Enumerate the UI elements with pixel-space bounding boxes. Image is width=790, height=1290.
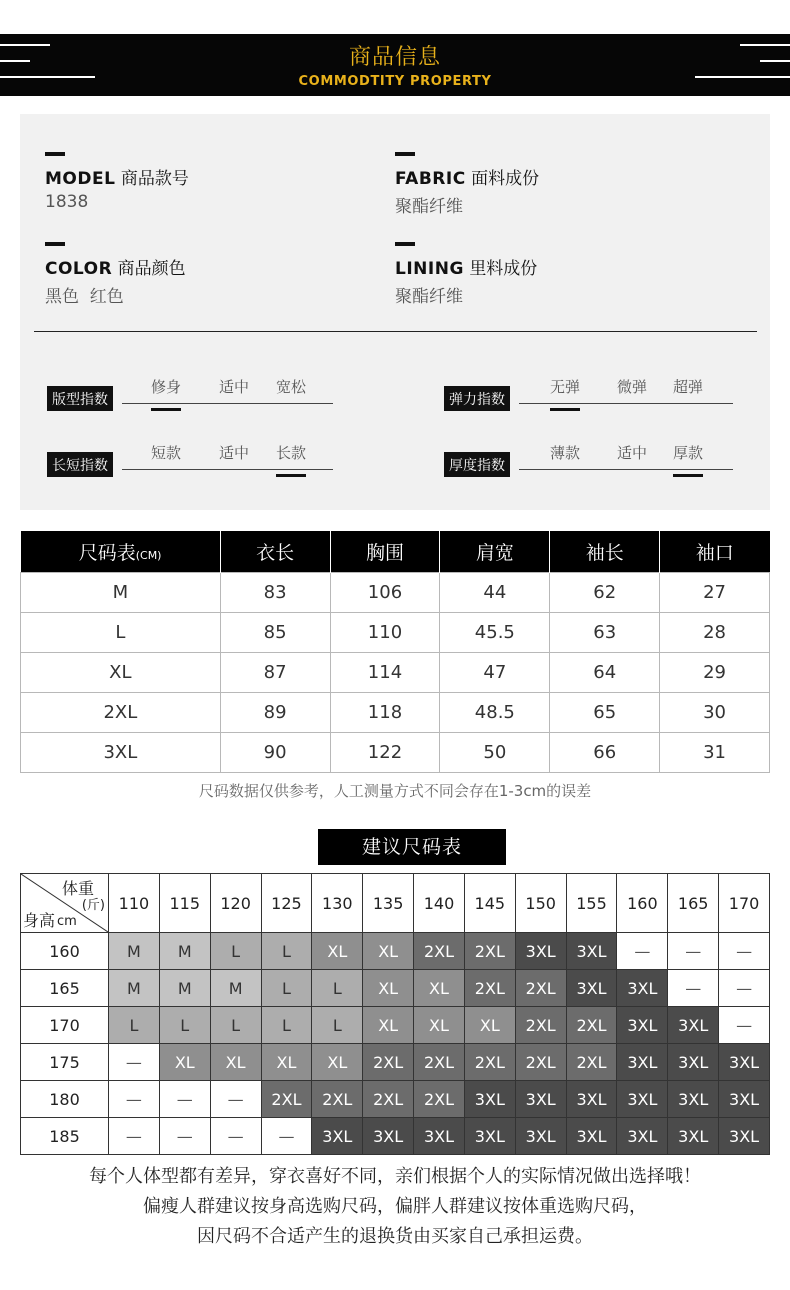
measure-cell: 48.5 — [440, 692, 550, 732]
suggest-cell — [159, 970, 210, 1007]
measure-cell: 65 — [550, 692, 660, 732]
suggest-size: 2XL — [474, 1052, 505, 1072]
suggest-size: 3XL — [474, 1126, 505, 1146]
prop-label-en: MODEL — [45, 169, 116, 189]
suggest-cell — [515, 1007, 566, 1044]
suggest-size: 2XL — [525, 1015, 556, 1035]
measure-cell: 29 — [660, 652, 770, 692]
suggest-cell — [109, 1118, 160, 1155]
measure-cell: 66 — [550, 732, 660, 772]
weight-cell: 135 — [363, 874, 414, 933]
suggest-size: L — [129, 1015, 139, 1035]
section-title: 商品信息 — [348, 45, 441, 70]
suggest-cell — [414, 970, 465, 1007]
suggest-size: 2XL — [322, 1089, 353, 1109]
suggest-cell — [261, 970, 312, 1007]
suggest-size: M — [177, 978, 192, 998]
suggest-size: M — [127, 941, 141, 961]
suggest-cell — [566, 1118, 617, 1155]
suggest-cell — [261, 1044, 312, 1081]
prop-color — [45, 242, 186, 307]
suggest-row — [21, 1007, 770, 1044]
suggest-cell — [109, 1044, 160, 1081]
height-cell: 185 — [21, 1118, 109, 1155]
prop-bar — [395, 242, 415, 246]
suggest-size: XL — [327, 1052, 348, 1072]
suggest-size: XL — [429, 1015, 449, 1035]
suggest-cell — [363, 1118, 414, 1155]
suggest-size: L — [281, 1015, 291, 1035]
suggest-size: — — [736, 978, 753, 998]
note-line: 因尺码不合适产生的退换货由买家自己承担运费。 — [197, 1226, 593, 1247]
index-option: 适中 — [617, 444, 648, 462]
index-option: 修身 — [151, 378, 182, 396]
deco-line — [760, 60, 790, 62]
prop-value: 1838 — [45, 192, 89, 212]
index-option: 超弹 — [673, 378, 704, 396]
measure-cell: 106 — [330, 572, 440, 612]
measure-cell: 122 — [330, 732, 440, 772]
suggest-cell — [515, 1118, 566, 1155]
suggest-cell — [109, 970, 160, 1007]
weight-cell: 125 — [261, 874, 312, 933]
suggest-cell — [210, 1118, 261, 1155]
suggest-size: 3XL — [525, 1089, 556, 1109]
suggest-size: L — [332, 978, 342, 998]
prop-label-zh: 里料成份 — [469, 259, 538, 279]
suggest-cell — [363, 1007, 414, 1044]
weight-cell: 160 — [617, 874, 668, 933]
prop-fabric — [395, 152, 539, 217]
suggest-cell — [719, 1044, 770, 1081]
height-cell: 180 — [21, 1081, 109, 1118]
notes — [0, 1162, 790, 1252]
prop-label-en: LINING — [395, 259, 464, 279]
index-option: 无弹 — [550, 378, 581, 396]
suggest-size: 3XL — [729, 1089, 760, 1109]
index-line — [122, 403, 333, 404]
corner-jin: (斤) — [81, 898, 105, 913]
measure-cell: 62 — [550, 572, 660, 612]
size-header-cell: 袖长 — [550, 531, 660, 572]
corner-weight: 体重 — [61, 879, 94, 898]
prop-value: 聚酯纤维 — [395, 287, 463, 307]
measure-cell: 50 — [440, 732, 550, 772]
suggest-cell — [261, 1007, 312, 1044]
size-table — [20, 531, 770, 773]
suggest-cell — [363, 970, 414, 1007]
suggest-size: XL — [479, 1015, 500, 1035]
suggest-size: XL — [174, 1052, 195, 1072]
index-length — [47, 442, 347, 472]
suggest-size: 2XL — [474, 978, 505, 998]
height-cell: 165 — [21, 970, 109, 1007]
suggest-cell — [414, 1118, 465, 1155]
height-cell: 175 — [21, 1044, 109, 1081]
suggest-cell — [668, 1118, 719, 1155]
suggest-size: L — [231, 941, 241, 961]
suggest-size: M — [127, 978, 141, 998]
note-line: 偏瘦人群建议按身高选购尺码，偏胖人群建议按体重选购尺码， — [143, 1196, 647, 1217]
suggest-cell — [668, 970, 719, 1007]
suggest-cell — [617, 1007, 668, 1044]
suggest-size: 3XL — [678, 1089, 709, 1109]
suggest-cell — [515, 1081, 566, 1118]
suggest-row — [21, 1118, 770, 1155]
size-row — [21, 692, 770, 732]
suggest-size: — — [685, 941, 702, 961]
suggest-size: 2XL — [271, 1089, 302, 1109]
weight-cell: 110 — [109, 874, 160, 933]
suggest-cell — [464, 933, 515, 970]
suggest-row — [21, 1044, 770, 1081]
suggest-cell — [363, 933, 414, 970]
deco-line — [740, 44, 790, 46]
prop-model — [45, 152, 189, 212]
size-note: 尺码数据仅供参考，人工测量方式不同会存在1-3cm的误差 — [198, 782, 592, 800]
index-line — [519, 469, 733, 470]
measure-cell: 44 — [440, 572, 550, 612]
deco-line — [695, 76, 790, 78]
suggest-size: 3XL — [627, 1126, 658, 1146]
note-line: 每个人体型都有差异，穿衣喜好不同，亲们根据个人的实际情况做出选择哦！ — [89, 1166, 701, 1187]
corner-cell — [21, 874, 109, 933]
suggest-size: — — [176, 1089, 193, 1109]
suggest-cell — [566, 933, 617, 970]
suggest-cell — [515, 933, 566, 970]
index-option: 适中 — [219, 444, 250, 462]
index-label: 弹力指数 — [444, 386, 510, 411]
section-header — [0, 34, 790, 96]
suggest-size: L — [332, 1015, 342, 1035]
prop-label-zh: 面料成份 — [471, 169, 540, 189]
prop-bar — [395, 152, 415, 156]
suggest-size: L — [281, 978, 291, 998]
prop-label-en: COLOR — [45, 259, 113, 279]
suggest-cell — [566, 1044, 617, 1081]
suggest-size: XL — [378, 978, 399, 998]
suggest-cell — [566, 1081, 617, 1118]
suggest-size: XL — [378, 1015, 399, 1035]
suggest-size: — — [176, 1126, 193, 1146]
section-subtitle: COMMODTITY PROPERTY — [298, 74, 492, 89]
suggest-size: 2XL — [525, 1052, 556, 1072]
suggest-cell — [668, 933, 719, 970]
suggest-size: XL — [276, 1052, 297, 1072]
suggest-size: 3XL — [474, 1089, 505, 1109]
suggest-size: 3XL — [576, 1089, 607, 1109]
index-option: 薄款 — [550, 444, 581, 462]
suggest-size: 3XL — [729, 1126, 760, 1146]
suggest-size: 3XL — [525, 1126, 556, 1146]
size-row — [21, 732, 770, 772]
suggest-size: 3XL — [678, 1015, 709, 1035]
index-fit — [47, 376, 347, 406]
suggest-cell — [719, 970, 770, 1007]
suggest-size: 2XL — [474, 941, 505, 961]
measure-cell: 63 — [550, 612, 660, 652]
size-row — [21, 612, 770, 652]
measure-cell: 31 — [660, 732, 770, 772]
suggest-cell — [312, 1118, 363, 1155]
suggest-cell — [312, 1007, 363, 1044]
index-label: 厚度指数 — [444, 452, 510, 477]
suggest-cell — [617, 933, 668, 970]
suggest-row — [21, 970, 770, 1007]
suggest-cell — [668, 1081, 719, 1118]
suggest-cell — [719, 1081, 770, 1118]
suggest-cell — [159, 1007, 210, 1044]
suggest-cell — [109, 933, 160, 970]
suggest-size: — — [278, 1126, 295, 1146]
suggest-cell — [159, 1044, 210, 1081]
suggest-cell — [515, 970, 566, 1007]
prop-bar — [45, 242, 65, 246]
suggest-size: M — [228, 978, 243, 998]
suggest-cell — [261, 1081, 312, 1118]
suggest-size: — — [736, 1015, 753, 1035]
suggest-cell — [566, 970, 617, 1007]
measure-cell: 118 — [330, 692, 440, 732]
measure-cell: 90 — [220, 732, 330, 772]
suggest-cell — [464, 1081, 515, 1118]
height-cell: 160 — [21, 933, 109, 970]
index-thickness — [444, 442, 744, 472]
suggest-cell — [261, 933, 312, 970]
suggest-size: — — [736, 941, 753, 961]
index-option: 微弹 — [617, 378, 648, 396]
measure-cell: 87 — [220, 652, 330, 692]
suggest-size: 3XL — [627, 1052, 658, 1072]
size-cell: L — [21, 612, 221, 652]
suggest-size: XL — [225, 1052, 246, 1072]
index-option: 厚款 — [673, 444, 704, 462]
suggest-size: 3XL — [373, 1126, 404, 1146]
measure-cell: 30 — [660, 692, 770, 732]
measure-cell: 45.5 — [440, 612, 550, 652]
measure-cell: 28 — [660, 612, 770, 652]
height-cell: 170 — [21, 1007, 109, 1044]
suggest-size: — — [227, 1089, 244, 1109]
suggest-title: 建议尺码表 — [318, 829, 506, 865]
suggest-size: 3XL — [729, 1052, 760, 1072]
suggest-row — [21, 1081, 770, 1118]
prop-value: 黑色 红色 — [45, 287, 124, 307]
deco-line — [0, 76, 95, 78]
suggest-size: 2XL — [373, 1052, 404, 1072]
suggest-size: 2XL — [423, 1052, 455, 1072]
measure-cell: 114 — [330, 652, 440, 692]
size-cell: M — [21, 572, 221, 612]
size-row — [21, 572, 770, 612]
suggest-size: 3XL — [525, 941, 556, 961]
index-option: 短款 — [151, 444, 182, 462]
suggest-size: 3XL — [576, 978, 607, 998]
weight-cell: 140 — [414, 874, 465, 933]
weight-cell: 165 — [668, 874, 719, 933]
measure-cell: 89 — [220, 692, 330, 732]
suggest-size: L — [180, 1015, 190, 1035]
suggest-size: — — [634, 941, 651, 961]
suggest-cell — [414, 1044, 465, 1081]
suggest-size: 3XL — [678, 1052, 709, 1072]
suggest-cell — [414, 933, 465, 970]
index-line — [519, 403, 733, 404]
suggest-table — [20, 873, 770, 1155]
suggest-size: XL — [327, 941, 348, 961]
prop-label-zh: 商品款号 — [120, 169, 189, 189]
measure-cell: 110 — [330, 612, 440, 652]
prop-bar — [45, 152, 65, 156]
index-label: 版型指数 — [47, 386, 113, 411]
suggest-cell — [414, 1081, 465, 1118]
suggest-cell — [414, 1007, 465, 1044]
measure-cell: 27 — [660, 572, 770, 612]
weight-cell: 155 — [566, 874, 617, 933]
suggest-row — [21, 933, 770, 970]
suggest-size: — — [125, 1089, 142, 1109]
suggest-cell — [668, 1007, 719, 1044]
suggest-size: L — [281, 941, 291, 961]
suggest-size: L — [231, 1015, 241, 1035]
prop-lining — [395, 242, 537, 307]
measure-cell: 85 — [220, 612, 330, 652]
suggest-cell — [719, 1007, 770, 1044]
prop-value: 聚酯纤维 — [395, 197, 463, 217]
suggest-cell — [210, 970, 261, 1007]
suggest-cell — [312, 970, 363, 1007]
index-line — [122, 469, 333, 470]
size-cell: 2XL — [21, 692, 221, 732]
suggest-size: — — [125, 1126, 142, 1146]
weight-cell: 130 — [312, 874, 363, 933]
suggest-size: 3XL — [322, 1126, 353, 1146]
suggest-size: 2XL — [373, 1089, 404, 1109]
prop-label-zh: 商品颜色 — [117, 259, 186, 279]
index-option: 适中 — [219, 378, 250, 396]
suggest-size: 3XL — [627, 1015, 658, 1035]
suggest-cell — [464, 1007, 515, 1044]
index-label: 长短指数 — [47, 452, 113, 477]
measure-cell: 83 — [220, 572, 330, 612]
suggest-cell — [109, 1081, 160, 1118]
suggest-cell — [617, 970, 668, 1007]
suggest-cell — [210, 1044, 261, 1081]
suggest-size: 3XL — [627, 978, 658, 998]
suggest-cell — [363, 1081, 414, 1118]
suggest-size: XL — [378, 941, 399, 961]
suggest-cell — [464, 1118, 515, 1155]
suggest-cell — [719, 1118, 770, 1155]
size-table-header — [21, 531, 770, 572]
suggest-cell — [261, 1118, 312, 1155]
measure-cell: 47 — [440, 652, 550, 692]
size-header-cell: 衣长 — [220, 531, 330, 572]
suggest-cell — [159, 1118, 210, 1155]
suggest-size: 3XL — [576, 1126, 607, 1146]
suggest-cell — [312, 1081, 363, 1118]
suggest-cell — [312, 933, 363, 970]
deco-line — [0, 60, 30, 62]
suggest-size: 2XL — [576, 1015, 607, 1035]
weight-cell: 170 — [719, 874, 770, 933]
index-elastic — [444, 376, 744, 406]
suggest-cell — [210, 1007, 261, 1044]
suggest-size: — — [685, 978, 702, 998]
suggest-size: 2XL — [576, 1052, 607, 1072]
suggest-size: XL — [429, 978, 449, 998]
suggest-size: — — [125, 1052, 142, 1072]
suggest-cell — [668, 1044, 719, 1081]
suggest-cell — [617, 1081, 668, 1118]
suggest-size: M — [177, 941, 192, 961]
size-header-cell: 肩宽 — [440, 531, 550, 572]
size-row — [21, 652, 770, 692]
suggest-cell — [109, 1007, 160, 1044]
index-option: 长款 — [276, 444, 307, 462]
suggest-cell — [363, 1044, 414, 1081]
weight-cell: 120 — [210, 874, 261, 933]
suggest-cell — [312, 1044, 363, 1081]
suggest-size: 2XL — [423, 941, 455, 961]
divider — [34, 331, 757, 332]
index-option: 宽松 — [276, 378, 307, 396]
suggest-cell — [159, 1081, 210, 1118]
suggest-header-row — [21, 874, 770, 933]
measure-cell: 64 — [550, 652, 660, 692]
size-header-cell: 袖口 — [660, 531, 770, 572]
property-panel — [20, 114, 770, 510]
suggest-cell — [159, 933, 210, 970]
suggest-size: 3XL — [678, 1126, 709, 1146]
weight-cell: 115 — [159, 874, 210, 933]
suggest-cell — [515, 1044, 566, 1081]
suggest-size: — — [227, 1126, 244, 1146]
suggest-cell — [210, 933, 261, 970]
weight-cell: 145 — [464, 874, 515, 933]
suggest-cell — [617, 1044, 668, 1081]
suggest-cell — [617, 1118, 668, 1155]
suggest-cell — [566, 1007, 617, 1044]
prop-label-en: FABRIC — [395, 169, 466, 189]
corner-cm: cm — [57, 914, 77, 929]
deco-line — [0, 44, 50, 46]
suggest-size: 3XL — [576, 941, 607, 961]
suggest-cell — [719, 933, 770, 970]
suggest-size: 2XL — [525, 978, 556, 998]
suggest-size: 3XL — [627, 1089, 658, 1109]
suggest-size: 3XL — [423, 1126, 455, 1146]
size-header-cell: 尺码表(CM) — [21, 531, 221, 572]
suggest-cell — [464, 970, 515, 1007]
weight-cell: 150 — [515, 874, 566, 933]
suggest-cell — [210, 1081, 261, 1118]
suggest-size: 2XL — [423, 1089, 455, 1109]
suggest-cell — [464, 1044, 515, 1081]
corner-height: 身高 — [23, 911, 56, 930]
size-cell: 3XL — [21, 732, 221, 772]
size-header-cell: 胸围 — [330, 531, 440, 572]
size-cell: XL — [21, 652, 221, 692]
